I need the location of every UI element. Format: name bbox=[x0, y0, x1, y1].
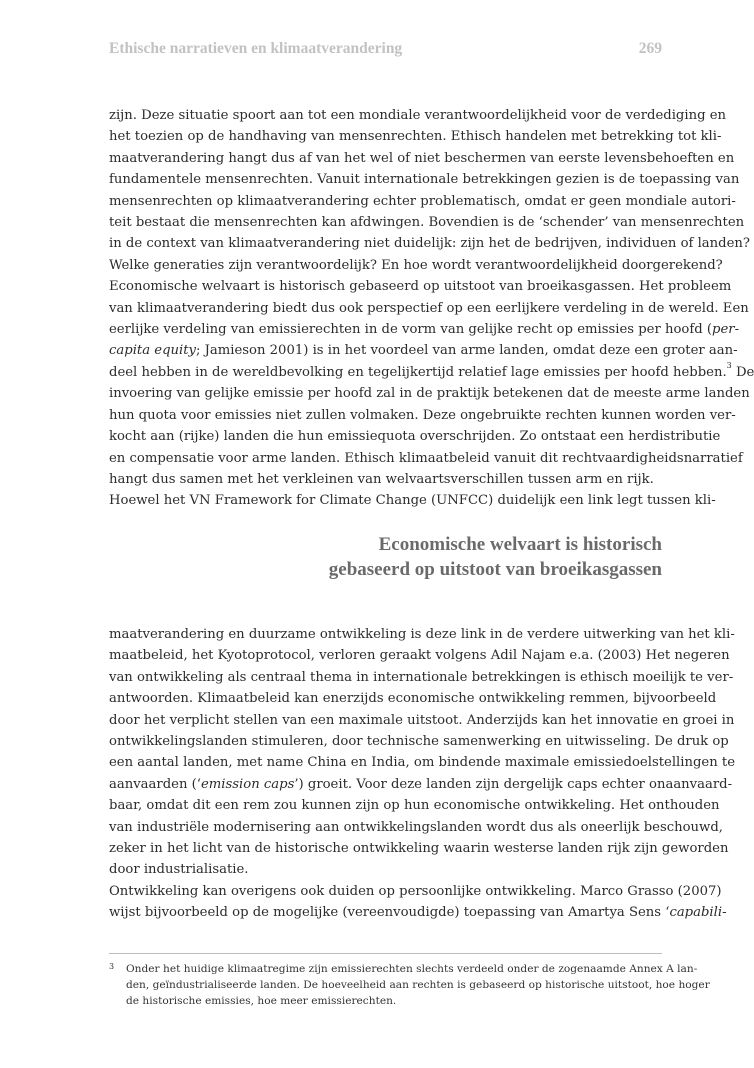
text-run: deel hebben in de wereldbevolking en tegelijkertijd relatief lage emissies per hoofd hebben. bbox=[109, 364, 727, 380]
footnote-text bbox=[126, 961, 710, 1009]
text-run: wijst bijvoorbeeld op de mogelijke (vereenvoudigde) toepassing van Amartya Sens ‘ bbox=[109, 905, 670, 921]
pull-quote bbox=[329, 532, 662, 582]
text-line: in de context van klimaatverandering niet duidelijk: zijn het de bedrijven, individuen of landen? bbox=[109, 236, 750, 252]
text-line bbox=[109, 340, 738, 361]
text-line: Welke generaties zijn verantwoordelijk? En hoe wordt verantwoordelijkheid doorgerekend? bbox=[109, 257, 723, 273]
text-line: maatverandering hangt dus af van het wel of niet beschermen van eerste levensbehoeften en bbox=[109, 150, 735, 166]
text-run-italic: per- bbox=[712, 322, 740, 338]
text-run: eerlijke verdeling van emissierechten in de vorm van gelijke recht op emissies per hoofd ( bbox=[109, 322, 713, 338]
footnote bbox=[109, 961, 710, 1009]
text-line bbox=[109, 774, 733, 795]
text-line: maatverandering en duurzame ontwikkeling is deze link in de verdere uitwerking van het kli- bbox=[109, 627, 735, 642]
text-run-italic: capabili- bbox=[669, 905, 727, 921]
footnote-line: Onder het huidige klimaatregime zijn emissierechten slechts verdeeld onder de zogenaamde Annex A lan- bbox=[126, 963, 698, 975]
text-line: teit bestaat die mensenrechten kan afdwingen. Bovendien is de ‘schender’ van mensenrechten bbox=[109, 215, 745, 231]
text-line: door het verplicht stellen van een maximale uitstoot. Anderzijds kan het innovatie en groei in bbox=[109, 712, 735, 728]
body-text-upper bbox=[109, 105, 754, 512]
footnote-number: 3 bbox=[109, 962, 115, 971]
text-line: mensenrechten op klimaatverandering echter problematisch, omdat er geen mondiale autori- bbox=[109, 193, 736, 209]
text-line: antwoorden. Klimaatbeleid kan enerzijds economische ontwikkeling remmen, bijvoorbeeld bbox=[109, 691, 717, 707]
text-line: Ontwikkeling kan overigens ook duiden op persoonlijke ontwikkeling. Marco Grasso (2007) bbox=[109, 883, 722, 899]
text-line: invoering van gelijke emissie per hoofd zal in de praktijk betekenen dat de meeste arme landen bbox=[109, 386, 750, 402]
text-line: van ontwikkeling als centraal thema in internationale betrekkingen is ethisch moeilijk te ver- bbox=[109, 669, 734, 685]
text-line: van klimaatverandering biedt dus ook perspectief op een eerlijkere verdeling in de wereld. Een bbox=[109, 300, 749, 316]
footnote-divider bbox=[109, 953, 662, 954]
running-head-title: Ethische narratieven en klimaatverandering bbox=[109, 40, 403, 57]
text-line bbox=[109, 902, 727, 923]
text-run-italic: emission caps bbox=[200, 776, 295, 792]
text-line: Hoewel het VN Framework for Climate Change (UNFCC) duidelijk een link legt tussen kli- bbox=[109, 493, 716, 509]
pull-quote-line: gebaseerd op uitstoot van broeikasgassen bbox=[328, 559, 662, 580]
text-line: zijn. Deze situatie spoort aan tot een mondiale verantwoordelijkheid voor de verdediging en bbox=[109, 108, 727, 123]
text-line: kocht aan (rijke) landen die hun emissiequota overschrijden. Zo ontstaat een herdistributie bbox=[109, 429, 721, 445]
body-text-lower bbox=[109, 624, 735, 924]
text-run: ’) groeit. Voor deze landen zijn dergelijk caps echter onaanvaard- bbox=[294, 776, 733, 792]
text-line bbox=[109, 319, 740, 340]
text-run: aanvaarden (‘ bbox=[109, 776, 201, 792]
text-line: Economische welvaart is historisch gebaseerd op uitstoot van broeikasgassen. Het probleem bbox=[109, 279, 732, 295]
running-head bbox=[109, 40, 662, 58]
text-line: zeker in het licht van de historische ontwikkeling waarin westerse landen rijk zijn geworden bbox=[109, 841, 729, 857]
text-run: ; Jamieson 2001) is in het voordeel van arme landen, omdat deze een groter aan- bbox=[195, 343, 738, 359]
text-run: De bbox=[731, 364, 754, 380]
text-line: van industriële modernisering aan ontwikkelingslanden wordt dus als oneerlijk beschouwd, bbox=[109, 819, 723, 835]
text-line: ontwikkelingslanden stimuleren, door technische samenwerking en uitwisseling. De druk op bbox=[109, 734, 729, 750]
text-line: baar, omdat dit een rem zou kunnen zijn op hun economische ontwikkeling. Het onthouden bbox=[109, 798, 720, 814]
pull-quote-line: Economische welvaart is historisch bbox=[378, 534, 662, 555]
text-line: maatbeleid, het Kyotoprotocol, verloren geraakt volgens Adil Najam e.a. (2003) Het negeren bbox=[109, 648, 730, 664]
text-line: hun quota voor emissies niet zullen volmaken. Deze ongebruikte rechten kunnen worden ver- bbox=[109, 407, 736, 423]
footnote-line: den, geïndustrialiseerde landen. De hoeveelheid aan rechten is gebaseerd op historische uitstoot, hoe hoger bbox=[126, 979, 710, 991]
page-number: 269 bbox=[638, 40, 662, 57]
text-line: en compensatie voor arme landen. Ethisch klimaatbeleid vanuit dit rechtvaardigheidsnarratief bbox=[109, 450, 743, 466]
text-line: een aantal landen, met name China en India, om bindende maximale emissiedoelstellingen te bbox=[109, 755, 735, 771]
text-line bbox=[109, 360, 754, 383]
text-line: door industrialisatie. bbox=[109, 862, 249, 878]
text-line: het toezien op de handhaving van mensenrechten. Ethisch handelen met betrekking tot kli- bbox=[109, 129, 722, 145]
footnote-line: de historische emissies, hoe meer emissierechten. bbox=[126, 995, 397, 1007]
text-run-italic: capita equity bbox=[109, 343, 196, 359]
text-line: hangt dus samen met het verkleinen van welvaartsverschillen tussen arm en rijk. bbox=[109, 471, 654, 487]
text-line: fundamentele mensenrechten. Vanuit internationale betrekkingen gezien is de toepassing van bbox=[109, 172, 740, 188]
footnote-reference[interactable]: 3 bbox=[726, 360, 732, 370]
